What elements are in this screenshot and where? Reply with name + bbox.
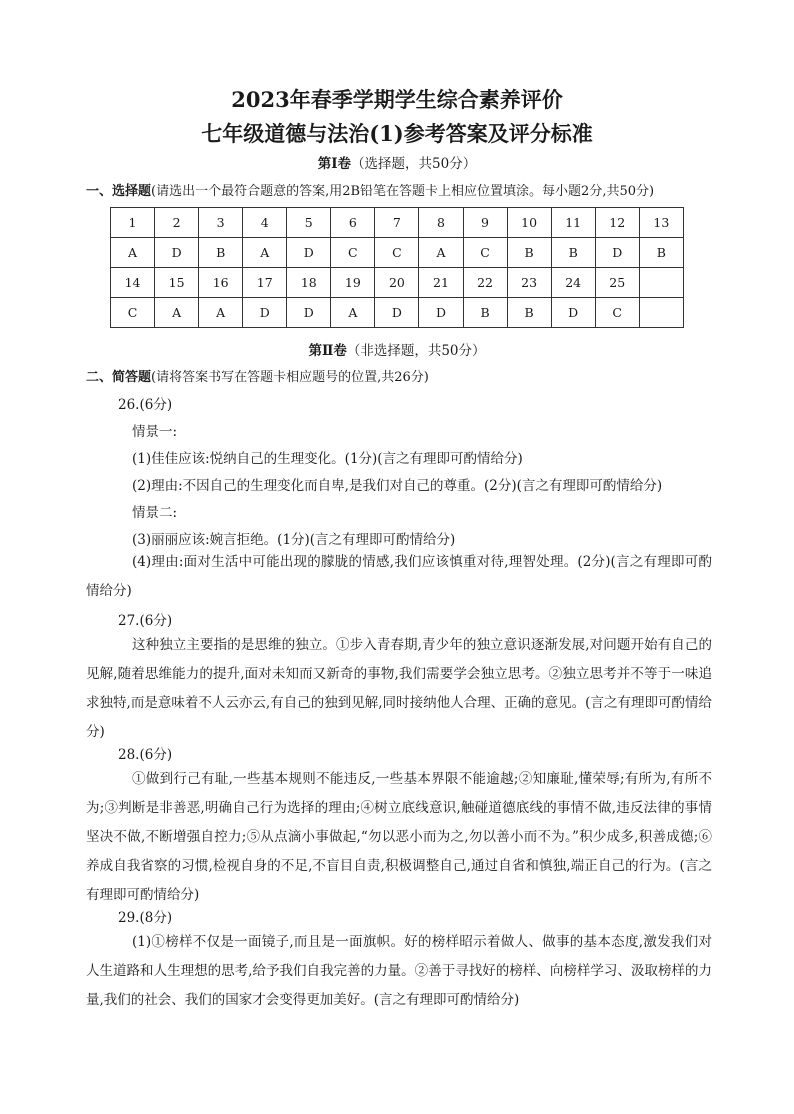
question-number-cell: 21 (419, 268, 463, 298)
question-number-cell: 25 (595, 268, 639, 298)
section-1-label: 一、选择题 (86, 184, 152, 199)
answer-cell: B (639, 238, 683, 268)
question-number-cell: 8 (419, 208, 463, 238)
question-number-cell: 9 (463, 208, 507, 238)
answer-cell: C (331, 238, 375, 268)
answer-cell: A (419, 238, 463, 268)
q26-heading: 26.(6分) (118, 397, 173, 413)
answer-cell: C (375, 238, 419, 268)
volume-1-desc: （选择题，共50分） (351, 156, 477, 172)
q26-answer-4: (4)理由:面对生活中可能出现的朦胧的情感,我们应该慎重对待,理智处理。(2分)(言之有理即可酌情给分) (86, 554, 712, 599)
answer-table-row (111, 238, 684, 268)
answer-table-row (111, 208, 684, 238)
title-line-2: 七年级道德与法治(1)参考答案及评分标准 (201, 121, 593, 146)
answer-cell: A (155, 298, 199, 328)
question-number-cell: 16 (199, 268, 243, 298)
answer-cell: C (111, 298, 155, 328)
answer-cell: A (243, 238, 287, 268)
answer-cell (639, 298, 683, 328)
volume-2-desc: （非选择题，共50分） (346, 343, 486, 359)
question-number-cell: 15 (155, 268, 199, 298)
answer-cell: B (551, 238, 595, 268)
answer-cell: B (199, 238, 243, 268)
question-number-cell: 4 (243, 208, 287, 238)
question-number-cell: 7 (375, 208, 419, 238)
section-1-heading (86, 180, 654, 199)
volume-1-heading (0, 152, 794, 172)
question-number-cell: 14 (111, 268, 155, 298)
q28-answer: ①做到行己有耻,一些基本规则不能违反,一些基本界限不能逾越;②知廉耻,懂荣辱;有所为,有所不为;③判断是非善恶,明确自己行为选择的理由;④树立底线意识,触碰道德底线的事情不做,违反法律的事情坚决不做,不断增强自控力;⑤从点滴小事做起,“勿以恶小而为之,勿以善小而不为。”积少成多,积善成德;⑥养成自我省察的习惯,检视自身的不足,不盲目自责,积极调整自己,通过自省和慎独,端正自己的行为。(言之有理即可酌情给分) (86, 771, 712, 903)
q26-scene-2: 情景二: (132, 505, 178, 521)
question-number-cell: 1 (111, 208, 155, 238)
volume-1-label: 第Ⅰ卷 (317, 156, 352, 172)
answer-cell: D (419, 298, 463, 328)
answer-table (110, 207, 684, 328)
answer-cell: B (507, 298, 551, 328)
answer-cell: D (287, 238, 331, 268)
answer-cell: B (507, 238, 551, 268)
section-2-desc: (请将答案书写在答题卡相应题号的位置,共26分) (151, 370, 429, 385)
answer-table-row (111, 298, 684, 328)
question-number-cell: 23 (507, 268, 551, 298)
question-number-cell: 19 (331, 268, 375, 298)
q29-answer: (1)①榜样不仅是一面镜子,而且是一面旗帜。好的榜样昭示着做人、做事的基本态度,激发我们对人生道路和人生理想的思考,给予我们自我完善的力量。②善于寻找好的榜样、向榜样学习、汲取榜样的力量,我们的社会、我们的国家才会变得更加美好。(言之有理即可酌情给分) (86, 934, 712, 1008)
question-number-cell (639, 268, 683, 298)
answer-cell: D (551, 298, 595, 328)
section-2-label: 二、简答题 (86, 370, 152, 385)
q26-answer-1: (1)佳佳应该:悦纳自己的生理变化。(1分)(言之有理即可酌情给分) (132, 451, 523, 467)
answer-cell: D (155, 238, 199, 268)
question-number-cell: 20 (375, 268, 419, 298)
question-number-cell: 5 (287, 208, 331, 238)
question-number-cell: 6 (331, 208, 375, 238)
q26-answer-3: (3)丽丽应该:婉言拒绝。(1分)(言之有理即可酌情给分) (132, 532, 456, 548)
question-number-cell: 11 (551, 208, 595, 238)
answer-cell: C (463, 238, 507, 268)
q27-heading: 27.(6分) (118, 613, 173, 629)
q26-scene-1: 情景一: (132, 424, 178, 440)
question-number-cell: 10 (507, 208, 551, 238)
section-1-desc: (请选出一个最符合题意的答案,用2B铅笔在答题卡上相应位置填涂。每小题2分,共50分) (151, 184, 655, 199)
question-number-cell: 17 (243, 268, 287, 298)
answer-cell: A (331, 298, 375, 328)
section-2-heading (86, 366, 429, 385)
question-number-cell: 2 (155, 208, 199, 238)
question-number-cell: 13 (639, 208, 683, 238)
question-number-cell: 12 (595, 208, 639, 238)
q26-answer-2: (2)理由:不因自己的生理变化而自卑,是我们对自己的尊重。(2分)(言之有理即可酌情给分) (132, 478, 663, 494)
answer-cell: A (199, 298, 243, 328)
q29-heading: 29.(8分) (118, 910, 173, 926)
volume-2-heading (0, 339, 794, 359)
answer-cell: C (595, 298, 639, 328)
answer-table-row (111, 268, 684, 298)
title-line-1: 2023年春季学期学生综合素养评价 (231, 87, 563, 112)
q28-heading: 28.(6分) (118, 747, 173, 763)
question-number-cell: 22 (463, 268, 507, 298)
answer-cell: B (463, 298, 507, 328)
answer-cell: A (111, 238, 155, 268)
answer-cell: D (287, 298, 331, 328)
answer-cell: D (595, 238, 639, 268)
question-number-cell: 3 (199, 208, 243, 238)
answer-cell: D (375, 298, 419, 328)
q27-answer: 这种独立主要指的是思维的独立。①步入青春期,青少年的独立意识逐渐发展,对问题开始有自己的见解,随着思维能力的提升,面对未知而又新奇的事物,我们需要学会独立思考。②独立思考并不等于一味追求独特,而是意味着不人云亦云,有自己的独到见解,同时接纳他人合理、正确的意见。(言之有理即可酌情给分) (86, 637, 712, 740)
answer-cell: D (243, 298, 287, 328)
question-number-cell: 18 (287, 268, 331, 298)
volume-2-label: 第Ⅱ卷 (308, 343, 347, 359)
question-number-cell: 24 (551, 268, 595, 298)
